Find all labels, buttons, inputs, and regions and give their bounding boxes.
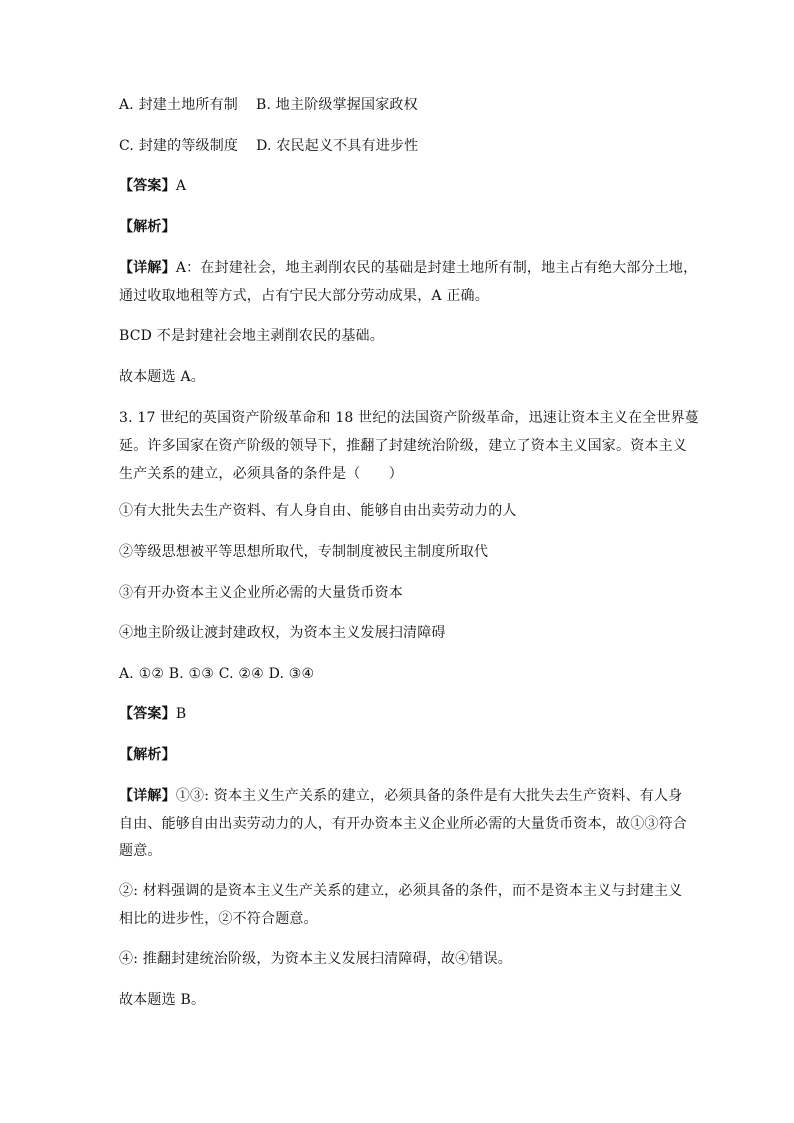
q3-answer-label: 【答案】	[119, 706, 176, 722]
q3-detail-4	[119, 949, 679, 969]
q2-analysis-label: 【解析】	[119, 219, 176, 235]
q3-detail-1a: ①③: 资本主义生产关系的建立，必须具备的条件是有大批失去生产资料、有人身	[175, 788, 683, 804]
q2-analysis-heading	[119, 217, 679, 237]
q3-conclusion	[119, 990, 679, 1010]
q2-bcd-note	[119, 326, 679, 346]
q3-detail-2b: 相比的进步性，②不符合题意。	[119, 911, 318, 927]
q3-item-2	[119, 542, 679, 562]
q3-stem-text-3: 生产关系的建立，必须具备的条件是（ ）	[119, 466, 403, 482]
q3-stem-text-1: 3. 17 世纪的英国资产阶级革命和 18 世纪的法国资产阶级革命，迅速让资本主义在全世界蔓	[119, 410, 699, 426]
q3-detail-2-line-1	[119, 881, 683, 901]
q3-detail-line-1	[119, 786, 683, 806]
q3-item-1	[119, 501, 679, 521]
q3-item-4	[119, 623, 679, 643]
q2-answer	[119, 176, 679, 196]
q2-answer-label: 【答案】	[119, 178, 176, 194]
q3-detail-1b: 自由、能够自由出卖劳动力的人，有开办资本主义企业所必需的大量货币资本，故①③符合	[119, 816, 687, 832]
q3-analysis-label: 【解析】	[119, 747, 176, 763]
q2-detail-label: 【详解】	[119, 260, 176, 276]
q3-answer-value: B	[175, 706, 187, 722]
q2-options-row-2	[119, 136, 679, 156]
q3-answer	[119, 704, 679, 724]
q3-stem-line-1	[119, 408, 699, 428]
q2-conclusion	[119, 367, 679, 387]
q3-item-4-text: ④地主阶级让渡封建政权，为资本主义发展扫清障碍	[119, 625, 446, 641]
q3-detail-line-3	[119, 841, 679, 861]
q3-detail-label: 【详解】	[119, 788, 176, 804]
q2-option-c: C. 封建的等级制度	[119, 138, 239, 154]
q3-options	[119, 664, 679, 684]
q2-detail-text-2: 通过收取地租等方式，占有宁民大部分劳动成果，A 正确。	[119, 288, 489, 304]
q2-option-d: D. 农民起义不具有进步性	[256, 138, 419, 154]
q3-analysis-heading	[119, 745, 679, 765]
q2-detail-text-1: A：在封建社会，地主剥削农民的基础是封建土地所有制，地主占有绝大部分土地，	[175, 260, 698, 276]
q2-detail-line-1	[119, 258, 698, 278]
q2-option-b: B. 地主阶级掌握国家政权	[256, 97, 418, 113]
q3-stem-line-3	[119, 464, 679, 484]
q3-detail-line-2	[119, 814, 687, 834]
q3-item-2-text: ②等级思想被平等思想所取代，专制制度被民主制度所取代	[119, 544, 489, 560]
q2-options-row-1	[119, 95, 679, 115]
q3-detail-1c: 题意。	[119, 843, 162, 859]
q2-answer-value: A	[175, 178, 187, 194]
q3-detail-2a: ②: 材料强调的是资本主义生产关系的建立，必须具备的条件，而不是资本主义与封建主义	[119, 883, 683, 899]
q3-stem-line-2	[119, 436, 687, 456]
q3-item-1-text: ①有大批失去生产资料、有人身自由、能够自由出卖劳动力的人	[119, 503, 517, 519]
q3-detail-2-line-2	[119, 909, 679, 929]
q3-detail-4-text: ④: 推翻封建统治阶级，为资本主义发展扫清障碍，故④错误。	[119, 951, 512, 967]
q3-options-text: A. ①② B. ①③ C. ②④ D. ③④	[119, 666, 315, 682]
q2-conclusion-text: 故本题选 A。	[119, 369, 205, 385]
q3-stem-text-2: 延。许多国家在资产阶级的领导下，推翻了封建统治阶级，建立了资本主义国家。资本主义	[119, 438, 687, 454]
q2-detail-line-2	[119, 286, 679, 306]
q3-conclusion-text: 故本题选 B。	[119, 992, 206, 1008]
q2-option-a: A. 封建土地所有制	[119, 97, 239, 113]
q3-item-3	[119, 583, 679, 603]
q3-item-3-text: ③有开办资本主义企业所必需的大量货币资本	[119, 585, 403, 601]
q2-bcd-note-text: BCD 不是封建社会地主剥削农民的基础。	[119, 328, 384, 344]
